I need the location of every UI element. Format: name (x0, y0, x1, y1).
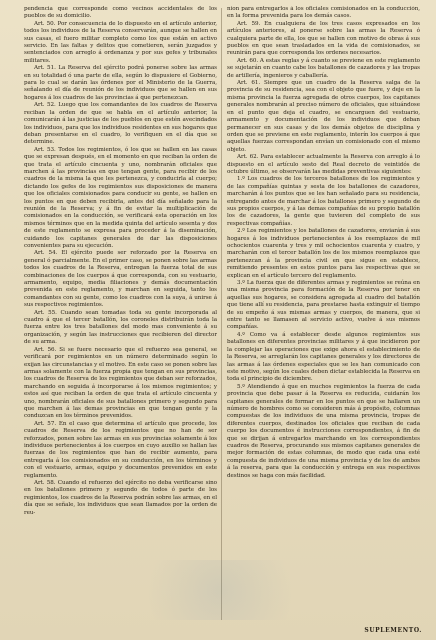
footer-suplemento: SUPLEMENTO. (364, 627, 422, 634)
paragraph: 2.º Los regimientos y los batallones de cazadores, enviarán á sus hogares á los individuos pertenecientes á los reemplazos de mil ochocientos cuarenta y tres y mil ochocientos cuarenta y cuatro, y marcharán con el tercer batallón los de los mismos reemplazos que pertenezcan á la provincia civil en que sigue en establece, remitiendo presentes en estos puntos para las respectivas que se explican en el artículo tercero del reglamento. (227, 228, 420, 279)
library-watermark (120, 560, 320, 620)
paragraph: Art. 52. Luego que los comandantes de los cuadros de Reserva reciban la orden de que se habla en el artículo anterior, la comunicarán á las justicias de los pueblos en que estén avecindados los individuos, para que los individuos residentes en sus hogares que deban presentarse en el cuadro, lo verifiquen en el día que se determine. (24, 102, 217, 146)
paragraph: Art. 56. Si se fuere necesario que el refuerzo sea general, se verificará por regimientos en un número determinado según lo exijan las circunstancias y el motivo. En este caso se ponen sobre las armas solamente con la fuerza propia que tengan en sus provincias, los cuadros de Reserva de los regimientos que deban ser reforzados, marchando en seguida á incorporarse á los mismos regimientos; y estos así que reciban la orden de que trata el artículo cincuenta y uno, nombrarán oficiales de sus batallones primero y segundo para que marchen á las demas provincias en que tengan gente y la conduzcan en los términos prevenidos. (24, 346, 217, 420)
paragraph: 4.º Como va á establecer desde algunos regimientos sus batallones en diferentes provincias militares y á que incidieron por la complejar las operaciones que exige ahora el establecimiento de la Reserva, se arreglarán los capitanes generales y los directores de las armas á las órdenes especiales que se les han comunicado con este motivo, según los cuales deben dictar establecida la Reserva en toda el principio de diciembre. (227, 331, 420, 383)
paragraph: 5.º Atendiendo á que en muchos regimientos la fuerza de cada provincia que debe pasar á la Reserva es reducida, cuidarán los capitanes generales de formar en los puntos en que se hallaren un número de hombres como se consideren más á propósito, columnas compuestas de los individuos de una misma provincia, tropas de diferentes cuerpos, destinados los oficiales que reciban de cada cuerpo los documentos é instrucciones correspondientes, á fin de que se dirijan á entregarlos marchando en los correspondientes cuadros de Reserva, procurando sus mismos capitanes generales de mejor formación de estas columnas, de modo que cada una esté compuesta de individuos de una misma provincia y de los de ambos á la reserva, para que la conducción y entrega en sus respectivos destinos se haga con más facilidad. (227, 383, 420, 479)
paragraph: Art. 61. Siempre que un cuadro de la Reserva salga de la provincia de su residencia, sea con el objeto que fuere, y deje en la misma provincia la fuerza agregada de otros cuerpos, los capitanes generales nombrarán al preciso número de oficiales, que situándose en el punto que deja el cuadro, se encarguen del vestuario, armamento y documentación de los individuos que deban permanecer en sus casas y de los demás objetos de disciplina y orden que se previene en este reglamento, interín los cuerpos á que aquellas fuerzas correspondan envían un comisionado con el mismo objeto. (227, 80, 420, 153)
paragraph: Art. 57. En el caso que determina el artículo que procede, los cuadros de Reserva de los regimientos que no han de ser reforzados, ponen sobre las armas en sus provincias solamente á los individuos pertenecientes á los cuerpos en cuyo auxilio se hallan las fuerzas de los regimientos que han de recibir aumento, para entregarla á los comisionados en su conducción, en los términos y con el vestuario, armas, equipo y documentos prevenidos en este reglamento. (24, 420, 217, 479)
left-column (24, 6, 217, 624)
paragraph: nion para entregarlos á los oficiales comisionados en la conducción, en la forma prevenida para los demás casos. (227, 6, 420, 20)
column-divider (221, 8, 222, 620)
paragraph: 1.º Los cuadros de los terceros batallones de los regimientos y de las compañías quintas y sesta de los batallones de cazadores, marcharán á los puntos que se les han señalado para su residencia, entregando antes de marchar á los batallones primero y segundo de sus propios cuerpos, y á las demas compañías de su propio batallón los de cazadores, la gente que tuvieren del completo de sus respectivas compañías. (227, 176, 420, 227)
paragraph: Art. 62. Para establecer actualmente la Reserva con arreglo á lo dispuesto en el artículo sesto del Real decreto de veintidós de octubre último, se observarán las medidas preventivas siguientes: (227, 154, 420, 175)
right-column (227, 6, 420, 624)
paragraph: Art. 59. En cualquiera de los tres casos expresados en los artículos anteriores, al ponerse sobre las armas la Reserva ó cualquiera parte de ella, los que se hallen con motivo de obras á sus pueblos en que sean trasladados en la vida de comisionados, se reunirán para que corresponda los ordenes necesarios. (227, 20, 420, 57)
paragraph: Art. 51. La Reserva del ejército podrá ponerse sobre las armas en su totalidad ó una parte de ella, según lo dispusiere el Gobierno, para lo cual se darán las órdenes por el Ministerio de la Guerra, señalando el día de reunión de los individuos que se hallen en sus hogares á los cuadros de las provincias á que pertenezcan. (24, 65, 217, 101)
paragraph: Art. 50. Por consecuencia de lo dispuesto en el artículo anterior, todos los individuos de la Reserva conservarán, aunque se hallen en sus casas, el fuero militar completo como los que están en activo servicio. En las faltas y delitos que cometieren, serán juzgados y sentenciados con arreglo á ordenanza y por sus gefes y tribunales militares. (24, 20, 217, 64)
paragraph: Art. 53. Todos los regimientos, ó los que se hallen en las casas que se expresan después, en el momento en que reciban la orden de que trata el artículo cincuenta y uno, nombrarán oficiales que marchen á las provincias en que tengan gente, para recibir de los cuadros de la misma la que les pertenezca, y conducirla al cuerpo; dictando los gefes de los regimientos sus disposiciones de manera que los oficiales comisionados para conducir su gente, se hallen en los puntos en que deben recibirla, antes del día señalado para la reunión de la Reserva; y á fin de evitar la multiplicación de comisionados en la conducción, se verificará esta operación en los mismos términos que en la medida quinta del artículo sesenta y dos de este reglamento se expresa para proceder á la diseminación, cuidando los capitanes generales de dar las disposiciones convenientes para su ejecución. (24, 146, 217, 249)
paragraph: Art. 58. Cuando el refuerzo del ejército no deba verificarse sino en los batallones primero y segundo de todos ó parte de los regimientos, los cuadros de la Reserva podrán sobre las armas, en el día que se señale, los individuos que sean llamados por la orden de reu- (24, 480, 217, 516)
paragraph: 3.º La fuerza que de diferentes armas y regimientos se reúna en una misma provincia para formación de la Reserva por tener en aquellas sus hogares, se considera agregada al cuadro del batallón que tiene allí su residencia, para prestarse hasta extinguir el tiempo de su empeño á sus mismas armas y cuerpos, de manera, que si entre tanto se llamasen al servicio activo, vuelve á sus mismos compañías. (227, 280, 420, 331)
text-columns (24, 6, 420, 624)
paragraph: pendencia que corresponde como vecinos accidentales de los pueblos de su domicilio. (24, 6, 217, 20)
paragraph: Art. 55. Cuando sean tomadas toda su gente incorporada al cuadro á que el tercer batallón, los coroneles distribuirán toda la fuerza entre los tres batallones del modo mas conveniente á su organización, y según las instrucciones que recibieren del director de su arma. (24, 309, 217, 346)
paragraph: Art. 54. El ejército puede ser reforzado por la Reserva en general ó parcialmente. En el primer caso, se ponen sobre las armas todos los cuadros de la Reserva, entregan la fuerza total de sus combinaciones de los cuerpos á que corresponda, con su vestuario, armamento, equipo, media filiaciones y demás documentación prevenida en este reglamento, y marchan en seguida, tanto los comandantes con su gente, como los cuadros con la suya, á unirse á sus respectivos regimientos. (24, 250, 217, 309)
paragraph: Art. 60. A estas reglas y á cuanto se previene en este reglamento se sujetarán en cuanto cabe los batallones de cazadores y las tropas de artillería, ingenieros y caballería. (227, 57, 420, 79)
